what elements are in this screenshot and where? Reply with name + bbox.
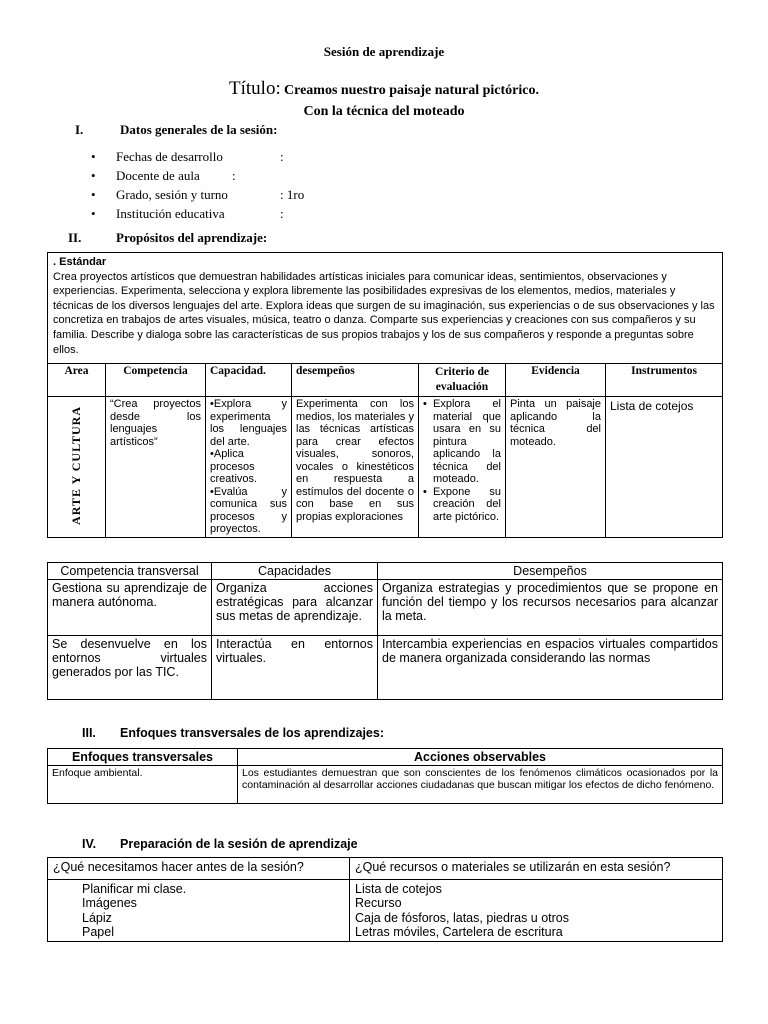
section3-number: III. (82, 726, 96, 740)
col-header-evidencia: Evidencia (506, 364, 606, 397)
table-cell: Gestiona su aprendizaje de manera autónoma. (48, 580, 212, 636)
table-cell: Interactúa en entornos virtuales. (212, 636, 378, 700)
approaches-table (47, 748, 723, 804)
standard-label: . Estándar (53, 256, 107, 268)
section2-number: II. (68, 230, 82, 245)
page-title (0, 78, 768, 100)
evidencia-cell: Pinta un paisaje aplicando la técnica del moteado. (506, 397, 606, 538)
table-cell: Intercambia experiencias en espacios virtuales compartidos de manera organizada considerando las normas (378, 636, 723, 700)
capacidad-item: •Explora y experimenta los lenguajes del arte. (210, 398, 287, 448)
transversal-table (47, 562, 723, 700)
purposes-table (47, 252, 723, 538)
col-header-criterio: Criterio de evaluación (419, 364, 506, 397)
capacidad-item: •Evalúa y comunica sus procesos y proyectos. (210, 485, 287, 535)
area-label: ARTE Y CULTURA (69, 405, 84, 525)
enfoque-cell: Enfoque ambiental. (48, 766, 238, 804)
list-item: • Institución educativa : (91, 206, 284, 221)
col-header-capacidades: Capacidades (212, 563, 378, 580)
table-cell: Organiza acciones estratégicas para alcanzar sus metas de aprendizaje. (212, 580, 378, 636)
capacidad-cell (206, 397, 292, 538)
instrumentos-cell: Lista de cotejos (606, 397, 723, 538)
list-item: • Grado, sesión y turno : 1ro (91, 187, 305, 202)
section4-heading: Preparación de la sesión de aprendizaje (120, 837, 358, 851)
page-subtitle: Con la técnica del moteado (303, 104, 465, 119)
capacidad-item: •Aplica procesos creativos. (210, 448, 258, 485)
list-item: • Docente de aula : (91, 168, 236, 183)
section3-heading: Enfoques transversales de los aprendizajes: (120, 726, 384, 740)
list-item: Imágenes (82, 896, 137, 910)
col-header-resources: ¿Qué recursos o materiales se utilizarán en esta sesión? (350, 858, 723, 880)
col-header-competencia-transversal: Competencia transversal (48, 563, 212, 580)
list-item: Papel (82, 925, 114, 939)
criterio-item: • Expone su creación del arte pictórico. (423, 486, 501, 524)
col-header-desempenos-transversal: Desempeños (378, 563, 723, 580)
col-header-enfoques: Enfoques transversales (48, 749, 238, 766)
list-item: Recurso (355, 896, 402, 910)
standard-text: Crea proyectos artísticos que demuestran habilidades artísticas iniciales para comunicar ideas, sentimientos, observaciones y experiencias. Experimenta, selecciona y explora libremente las posibilidades expresivas de los elementos, medios, materiales y técnicas de los diversos lenguajes del arte. Explora ideas que surgen de su imaginación, sus experiencias o de sus observaciones y las concretiza en trabajos de artes visuales, música, teatro o danza. Comparte sus experiencias y creaciones con sus compañeros y su familia. Describe y dialoga sobre las características de sus propios trabajos y los de sus compañeros y responde a preguntas sobre ellos. (53, 270, 715, 356)
list-item: Planificar mi clase. (82, 881, 187, 896)
standard-cell (48, 253, 723, 364)
doc-type: Sesión de aprendizaje (323, 44, 445, 59)
section1-heading: Datos generales de la sesión: (120, 122, 278, 137)
col-header-before: ¿Qué necesitamos hacer antes de la sesión? (48, 858, 350, 880)
table-cell: Organiza estrategias y procedimientos que se propone en función del tiempo y los recursos necesarios para alcanzar la meta. (378, 580, 723, 636)
section4-number: IV. (82, 837, 97, 851)
competencia-cell: “Crea proyectos desde los lenguajes artísticos” (106, 397, 206, 538)
desempenos-cell: Experimenta con los medios, los materiales y las técnicas artísticas para crear efectos visuales, sonoros, vocales o kinestéticos en respuesta a estímulos del docente o con base en sus propias exploraciones (292, 397, 419, 538)
table-cell: Se desenvuelve en los entornos virtuales generados por las TIC. (48, 636, 212, 700)
list-item: • Fechas de desarrollo : (91, 149, 284, 164)
general-data-list (91, 149, 411, 225)
list-item: Letras móviles, Cartelera de escritura (355, 925, 563, 939)
resources-cell (350, 879, 723, 941)
col-header-area: Area (48, 364, 106, 397)
col-header-instrumentos: Instrumentos (606, 364, 723, 397)
preparation-table (47, 857, 723, 942)
col-header-acciones: Acciones observables (238, 749, 723, 766)
list-item: Lápiz (82, 910, 112, 925)
criterio-item: • Explora el material que usara en su pintura aplicando la técnica del moteado. (423, 398, 501, 486)
list-item: Caja de fósforos, latas, piedras u otros (355, 910, 570, 925)
col-header-capacidad: Capacidad. (206, 364, 292, 397)
list-item: Lista de cotejos (355, 881, 442, 896)
accion-cell: Los estudiantes demuestran que son conscientes de los fenómenos climáticos ocasionados por la contaminación al desarrollar acciones ciudadanas que buscan mitigar los efectos de dicho fenómeno. (238, 766, 723, 804)
before-cell (48, 879, 350, 941)
title-label: Título: (229, 78, 281, 99)
section2-heading: Propósitos del aprendizaje: (116, 230, 268, 245)
col-header-desempenos: desempeños (292, 364, 419, 397)
col-header-competencia: Competencia (106, 364, 206, 397)
area-cell (48, 397, 106, 538)
section1-number: I. (75, 122, 84, 137)
criterio-cell (419, 397, 506, 538)
title-text: Creamos nuestro paisaje natural pictórico. (284, 83, 539, 98)
